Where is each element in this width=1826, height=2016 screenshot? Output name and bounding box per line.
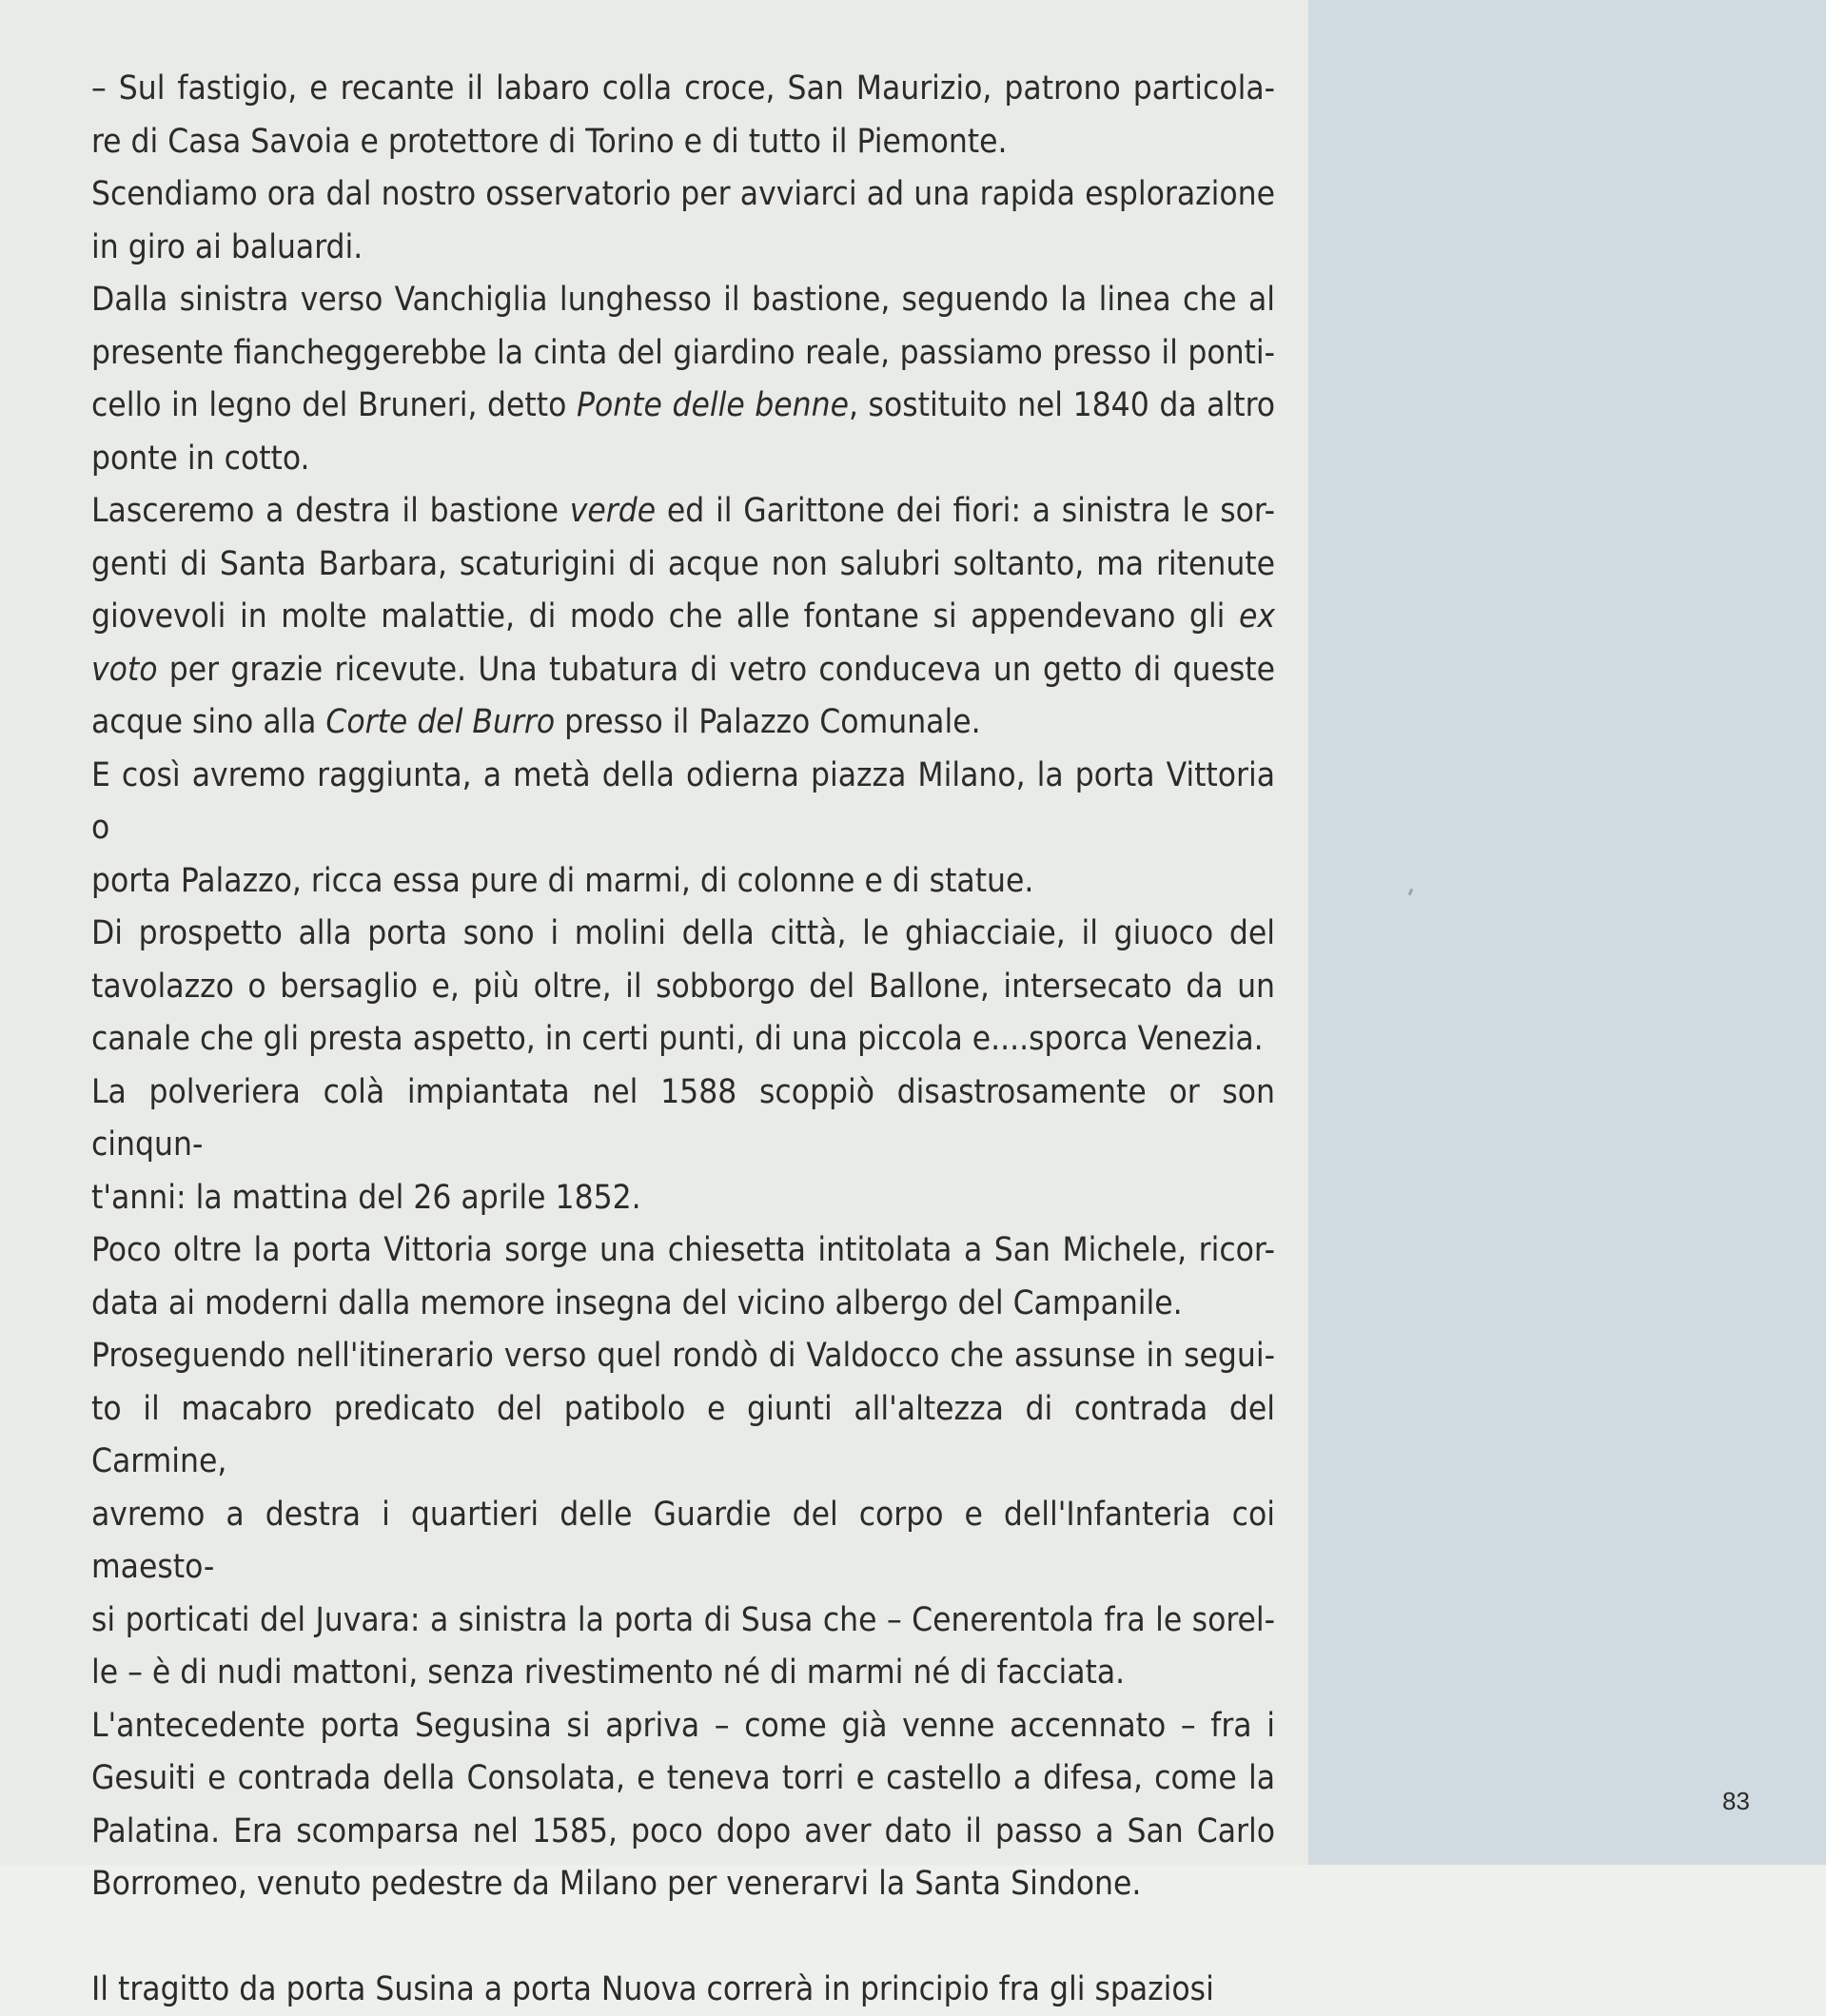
- paragraph: [91, 1224, 1275, 1330]
- paragraph: [91, 1330, 1275, 1700]
- text-line: Borromeo, venuto pedestre da Milano per venerarvi la Santa Sindone.: [91, 1858, 1275, 1911]
- text-line: Poco oltre la porta Vittoria sorge una chiesetta intitolata a San Michele, ricor-: [91, 1224, 1275, 1278]
- body-text: [91, 63, 1275, 2016]
- text-line: Gesuiti e contrada della Consolata, e teneva torri e castello a difesa, come la: [91, 1752, 1275, 1806]
- text-line: genti di Santa Barbara, scaturigini di acque non salubri soltanto, ma ritenute: [91, 538, 1275, 592]
- paragraph: [91, 1700, 1275, 1911]
- text-line: si porticati del Juvara: a sinistra la porta di Susa che – Cenerentola fra le sorel-: [91, 1595, 1275, 1648]
- text-line: E così avremo raggiunta, a metà della odierna piazza Milano, la porta Vittoria o: [91, 750, 1275, 855]
- text-line: Il tragitto da porta Susina a porta Nuova correrà in principio fra gli spaziosi: [91, 1964, 1275, 2016]
- paragraph: [91, 274, 1275, 485]
- text-line: to il macabro predicato del patibolo e giunti all'altezza di contrada del Carmine,: [91, 1383, 1275, 1489]
- text-line: canale che gli presta aspetto, in certi punti, di una piccola e....sporca Venezia.: [91, 1013, 1275, 1067]
- paragraph: [91, 168, 1275, 274]
- text-line: Palatina. Era scomparsa nel 1585, poco dopo aver dato il passo a San Carlo: [91, 1806, 1275, 1859]
- text-line: acque sino alla Corte del Burro presso il Palazzo Comunale.: [91, 696, 1275, 750]
- text-line: L'antecedente porta Segusina si apriva – come già venne accennato – fra i: [91, 1700, 1275, 1753]
- text-line: tavolazzo o bersaglio e, più oltre, il sobborgo del Ballone, intersecato da un: [91, 961, 1275, 1014]
- text-line: Proseguendo nell'itinerario verso quel rondò di Valdocco che assunse in segui-: [91, 1330, 1275, 1383]
- paragraph: [91, 1964, 1275, 2016]
- paragraph: [91, 750, 1275, 909]
- text-line: Dalla sinistra verso Vanchiglia lunghesso il bastione, seguendo la linea che al: [91, 274, 1275, 327]
- text-line: ponte in cotto.: [91, 433, 1275, 486]
- paragraph: [91, 485, 1275, 750]
- text-line: data ai moderni dalla memore insegna del vicino albergo del Campanile.: [91, 1278, 1275, 1331]
- paragraph: [91, 63, 1275, 168]
- paragraph: [91, 908, 1275, 1067]
- page-number: 83: [1722, 1787, 1750, 1815]
- paragraph: [91, 1067, 1275, 1225]
- text-line: Scendiamo ora dal nostro osservatorio per avviarci ad una rapida esplorazione: [91, 168, 1275, 222]
- text-line: Di prospetto alla porta sono i molini della città, le ghiacciaie, il giuoco del: [91, 908, 1275, 961]
- text-line: t'anni: la mattina del 26 aprile 1852.: [91, 1172, 1275, 1225]
- text-line: La polveriera colà impiantata nel 1588 scoppiò disastrosamente or son cinqun-: [91, 1067, 1275, 1172]
- text-line: avremo a destra i quartieri delle Guardie del corpo e dell'Infanteria coi maesto-: [91, 1489, 1275, 1595]
- text-line: porta Palazzo, ricca essa pure di marmi, di colonne e di statue.: [91, 855, 1275, 909]
- text-line: giovevoli in molte malattie, di modo che alle fontane si appendevano gli ex: [91, 591, 1275, 644]
- side-color-band: [1308, 0, 1826, 1865]
- text-line: Lasceremo a destra il bastione verde ed il Garittone dei fiori: a sinistra le sor-: [91, 485, 1275, 538]
- text-line: re di Casa Savoia e protettore di Torino e di tutto il Piemonte.: [91, 116, 1275, 169]
- text-line: le – è di nudi mattoni, senza rivestimento né di marmi né di facciata.: [91, 1647, 1275, 1700]
- text-line: in giro ai baluardi.: [91, 222, 1275, 275]
- text-line: – Sul fastigio, e recante il labaro colla croce, San Maurizio, patrono particola-: [91, 63, 1275, 116]
- text-line: voto per grazie ricevute. Una tubatura di vetro conduceva un getto di queste: [91, 644, 1275, 697]
- text-line: presente fiancheggerebbe la cinta del giardino reale, passiamo presso il ponti-: [91, 327, 1275, 381]
- text-line: cello in legno del Bruneri, detto Ponte delle benne, sostituito nel 1840 da altro: [91, 380, 1275, 433]
